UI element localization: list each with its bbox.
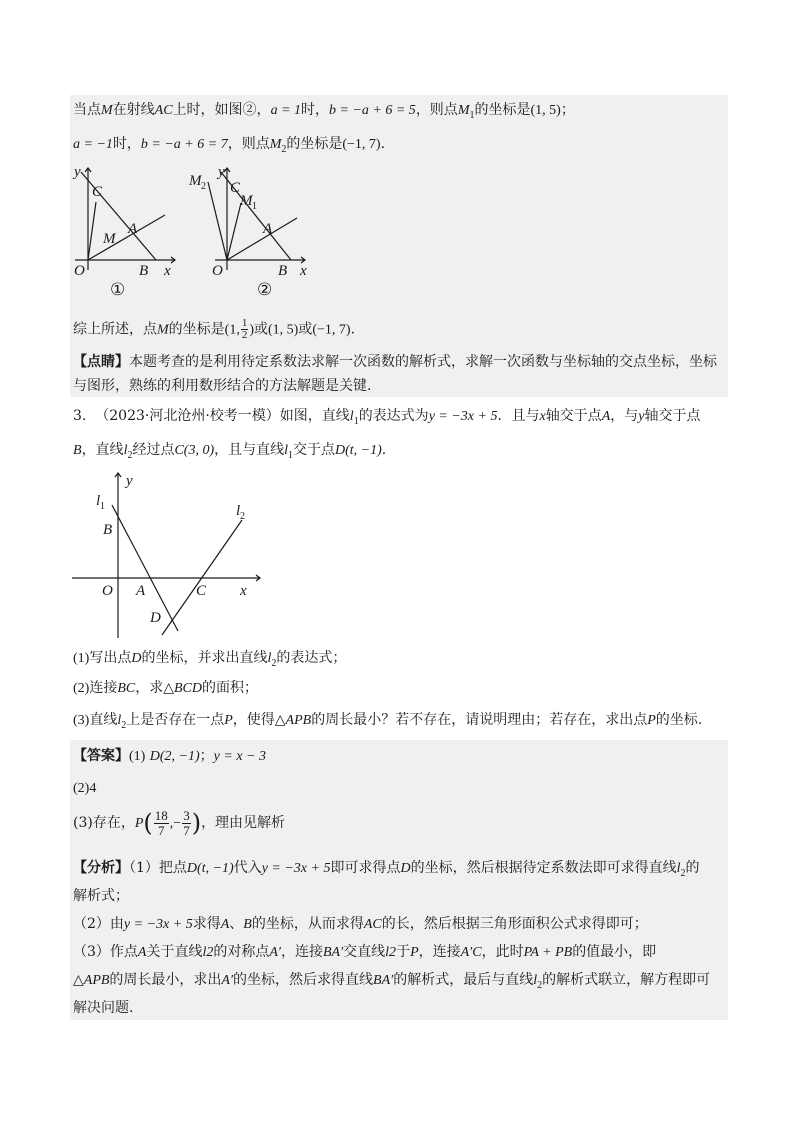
question-1: (1)写出点D的坐标，并求出直线$l_2$的表达式； <box>73 650 347 669</box>
fig1-label-a: A <box>128 221 138 237</box>
svg-text:2: 2 <box>201 181 206 192</box>
fig3-label-y: y <box>126 473 133 489</box>
fig3-label-o: O <box>102 583 113 599</box>
solution-line-1: 当点M在射线AC上时，如图②，a = 1时，b = −a + 6 = 5，则点$M_1$的坐标是(1, 5)； <box>73 102 575 121</box>
fig2-label-m2 <box>188 173 206 192</box>
analysis-line-6: 解决问题. <box>73 1000 134 1016</box>
problem-line-2: B，直线$l_2$经过点C(3, 0)，且与直线$l_1$交于点D(t, −1). <box>73 442 387 461</box>
fig3-label-l1 <box>96 493 105 512</box>
analysis-line-3: （2）由y = −3x + 5求得A、B的坐标，从而求得AC的长，然后根据三角形面积公式求得即可； <box>73 916 648 932</box>
fig1-label-c: C <box>92 184 103 200</box>
fig1-label-x: x <box>164 263 171 279</box>
figure-2 <box>185 160 315 300</box>
fig2-label-m1 <box>239 193 257 212</box>
fig2-label-y: y <box>218 164 225 180</box>
answer-line-1: 【答案】(1) D(2, −1)；y = x − 3 <box>73 748 266 764</box>
fig3-label-x: x <box>240 583 247 599</box>
fig1-label-o: O <box>74 263 85 279</box>
analysis-line-2: 解析式； <box>73 888 129 904</box>
fig3-label-l2 <box>236 503 245 522</box>
svg-text:M: M <box>189 173 202 189</box>
answer-line-3: (3)存在，P( $\frac{18}{7}$ ,− $\frac{3}{7}$ )，理由见解析 <box>73 807 286 838</box>
summary-line: 综上所述，点M的坐标是(1, $\frac{1}{2}$ )或(1, 5)或(−1, 7). <box>73 317 356 341</box>
fig3-label-c: C <box>196 583 207 599</box>
svg-text:1: 1 <box>252 201 257 212</box>
answer-line-2: (2)4 <box>73 781 97 796</box>
fig1-caption: ① <box>110 280 126 299</box>
analysis-line-5: △APB的周长最小，求出A′的坐标，然后求得直线BA′的解析式，最后与直线$l_2$的解析式联立，解方程即可 <box>73 972 711 991</box>
analysis-line-4: （3）作点A关于直线l2的对称点A′，连接BA′交直线l2于P，连接A′C，此时PA + PB的值最小，即 <box>73 944 657 960</box>
fig3-label-b: B <box>103 522 113 538</box>
fig2-label-c: C <box>230 180 241 196</box>
svg-text:l: l <box>236 503 241 519</box>
fig1-label-m: M <box>103 231 116 247</box>
fig1-label-y: y <box>74 164 81 180</box>
svg-text:l: l <box>96 493 101 509</box>
figure-1 <box>70 160 180 300</box>
fig2-label-b: B <box>278 263 288 279</box>
analysis-line-1: 【分析】（1）把点D(t, −1)代入y = −3x + 5即可求得点D的坐标，然后根据待定系数法即可求得直线$l_2$的 <box>73 860 700 879</box>
svg-text:1: 1 <box>100 501 105 512</box>
fig2-label-a: A <box>263 221 273 237</box>
dianjing-line-2: 与图形，熟练的利用数形结合的方法解题是关键. <box>73 378 372 394</box>
question-2: (2)连接BC，求△BCD的面积； <box>73 680 258 696</box>
fig2-label-x: x <box>300 263 307 279</box>
fig2-label-o: O <box>212 263 223 279</box>
fig2-caption: ② <box>257 280 273 299</box>
solution-line-2: a = −1时，b = −a + 6 = 7，则点$M_2$的坐标是(−1, 7). <box>73 136 386 155</box>
question-3: (3)直线$l_2$上是否存在一点P，使得△APB的周长最小？若不存在，请说明理由；若存在，求出点P的坐标. <box>73 712 703 731</box>
fig3-label-a: A <box>136 583 146 599</box>
figure-3 <box>70 465 270 645</box>
fig3-label-d: D <box>150 610 161 626</box>
svg-text:2: 2 <box>240 511 245 522</box>
problem-line-1: 3. （2023·河北沧州·校考一模）如图，直线$l_1$的表达式为y = −3x + 5．且与x轴交于点A，与y轴交于点 <box>73 408 701 427</box>
fig1-label-b: B <box>139 263 149 279</box>
svg-text:M: M <box>240 193 253 209</box>
dianjing-line-1: 【点睛】本题考查的是利用待定系数法求解一次函数的解析式，求解一次函数与坐标轴的交点坐标，坐标 <box>73 354 717 370</box>
